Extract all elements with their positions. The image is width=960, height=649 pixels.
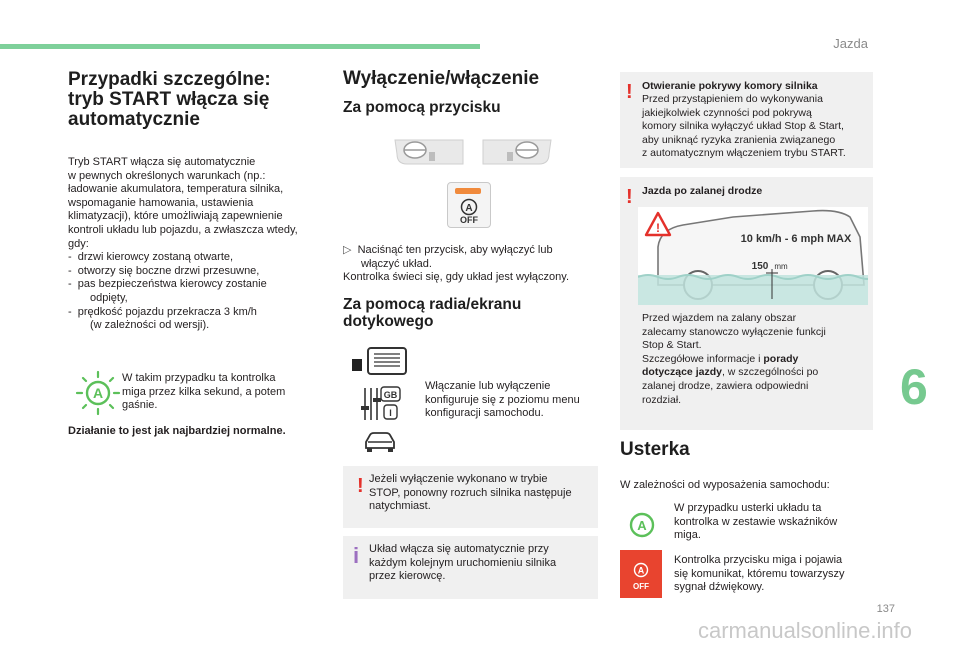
text-line: natychmiast. — [369, 500, 431, 513]
text-line: kontrolka w zestawie wskaźników — [674, 515, 838, 528]
svg-text:A: A — [92, 385, 104, 401]
text-line: konfiguracji samochodu. — [425, 407, 544, 420]
stop-mode-warning-box — [343, 466, 598, 528]
lamp-note — [122, 372, 322, 413]
auto-start-intro — [68, 156, 328, 333]
page-number: 137 — [876, 603, 895, 615]
auto-start-heading — [68, 70, 318, 130]
warning-icon: ! — [626, 186, 633, 208]
eco-lamp-icon — [75, 370, 121, 416]
text-line: miga przez kilka sekund, a potem — [122, 385, 286, 398]
radio-settings-icon — [360, 384, 402, 424]
touchscreen-icon — [350, 345, 410, 377]
off-label: OFF — [633, 582, 649, 591]
instruction-line: włączyć układ. — [361, 257, 432, 270]
text-line: zalecamy stanowczo wyłączenie funkcji — [642, 325, 826, 338]
text-line: aby uniknąć ryzyka zranienia związanego — [642, 133, 836, 146]
text-line: z automatycznym włączeniem trybu START. — [642, 147, 846, 160]
disable-enable-heading: Wyłączenie/włączenie — [343, 68, 540, 89]
text-line: sygnał dźwiękowy. — [674, 581, 765, 594]
heading-line: automatycznie — [68, 109, 200, 130]
text-line: przez kierowcę. — [369, 570, 446, 583]
text-line: dotyczące jazdy, w szczególności po — [642, 366, 819, 379]
a-icon — [460, 198, 478, 216]
off-fault-button-icon — [620, 550, 662, 598]
flooded-road-title: Jazda po zalanej drodze — [642, 185, 763, 197]
fault-note-2 — [674, 554, 874, 595]
text-line: W przypadku usterki układu ta — [674, 502, 822, 514]
off-label: OFF — [460, 215, 478, 225]
section-title: Jazda — [833, 36, 868, 51]
list-item-cont: odpięty, — [90, 291, 128, 304]
list-item: - pas bezpieczeństwa kierowcy zostanie — [68, 278, 267, 291]
hood-warning-box — [620, 72, 873, 168]
text-line: rozdział. — [642, 393, 682, 406]
text-line: Włączanie lub wyłączenie — [425, 380, 551, 392]
text-line: w pewnych określonych warunkach (np.: — [68, 169, 266, 182]
a-icon — [633, 562, 649, 578]
watermark: carmanualsonline.info — [697, 618, 912, 643]
warning-icon: ! — [357, 475, 364, 497]
warning-icon: ! — [626, 81, 633, 103]
text-line: konfiguruje się z poziomu menu — [425, 393, 580, 406]
button-led — [455, 188, 481, 194]
text-line: Układ włącza się automatycznie przy — [369, 543, 549, 555]
list-item: - drzwi kierowcy zostaną otwarte, — [68, 251, 234, 264]
water-depth-unit: mm — [774, 262, 788, 271]
hood-warning-title: Otwieranie pokrywy komory silnika — [642, 80, 818, 92]
text-line: Jeżeli wyłączenie wykonano w trybie — [369, 473, 548, 485]
gb-label: GB — [383, 390, 398, 400]
i-label: I — [389, 408, 392, 418]
list-item: - prędkość pojazdu przekracza 3 km/h — [68, 305, 257, 318]
text-line: jakiejkolwiek czynności pod pokrywą — [642, 106, 812, 119]
text-line: każdym kolejnym uruchomieniu silnika — [369, 556, 557, 569]
flooded-road-text — [642, 312, 872, 407]
text-line: kontroli układu lub pojazdu, a zwłaszcza wtedy, — [68, 223, 298, 236]
svg-text:A: A — [637, 518, 647, 533]
fault-heading: Usterka — [620, 439, 690, 460]
text-line: STOP, ponowny rozruch silnika następuje — [369, 486, 572, 499]
fault-note-1 — [674, 502, 874, 543]
text-line: Stop & Start. — [642, 339, 702, 352]
svg-text:!: ! — [656, 221, 660, 235]
svg-text:A: A — [465, 203, 473, 214]
fault-intro: W zależności od wyposażenia samochodu: — [620, 479, 830, 491]
flooded-road-box — [620, 177, 873, 430]
instruction-line: ▷ Naciśnąć ten przycisk, aby wyłączyć lub — [343, 244, 553, 256]
speed-limit-label: 10 km/h - 6 mph MAX — [740, 233, 852, 245]
water-depth-value: 150 — [751, 261, 769, 272]
text-line: komory silnika wyłączyć układ Stop & Start, — [642, 120, 844, 133]
press-instruction — [343, 244, 603, 285]
text-line: się komunikat, któremu towarzyszy — [674, 567, 845, 580]
text-line: Przed przystąpieniem do wykonywania — [642, 93, 823, 106]
list-item-cont: (w zależności od wersji). — [90, 319, 210, 332]
text-line: Kontrolka przycisku miga i pojawia — [674, 554, 843, 566]
eco-fault-lamp-icon — [628, 511, 656, 539]
text-line: ładowanie akumulatora, temperatura silnika, — [68, 183, 284, 196]
text-line: Szczegółowe informacje i porady — [642, 352, 799, 365]
info-icon: i — [353, 543, 360, 568]
text-line: miga. — [674, 529, 701, 542]
flooded-road-illustration — [638, 207, 868, 305]
list-item: - otworzy się boczne drzwi przesuwne, — [68, 264, 260, 277]
text-line: Przed wjazdem na zalany obszar — [642, 312, 797, 324]
heading-line: tryb START włącza się — [68, 89, 270, 110]
header-accent-bar — [0, 44, 480, 49]
text-line: wspomaganie hamowania, ustawienia — [68, 196, 254, 209]
text-line: gaśnie. — [122, 399, 158, 412]
chapter-number: 6 — [900, 359, 928, 415]
by-radio-subheading: Za pomocą radia/ekranu dotykowego — [343, 296, 522, 330]
vehicle-settings-icon — [362, 430, 398, 454]
stop-start-off-button[interactable] — [447, 182, 491, 228]
normal-operation-note: Działanie to jest jak najbardziej normalne. — [68, 425, 286, 437]
menu-config-note — [425, 380, 600, 421]
condition-list — [68, 251, 328, 333]
text-line: gdy: — [68, 237, 89, 250]
auto-enable-info-box — [343, 536, 598, 599]
text-line: W takim przypadku ta kontrolka — [122, 372, 276, 384]
text-line: klimatyzacji), które umożliwiają zapewnienie — [68, 210, 283, 223]
svg-text:A: A — [637, 565, 645, 576]
text-line: zalanej drodze, zawiera odpowiedni — [642, 379, 809, 392]
by-button-subheading: Za pomocą przycisku — [343, 99, 501, 116]
heading-line: Przypadki szczególne: — [68, 69, 271, 90]
text-line: Tryb START włącza się automatycznie — [68, 156, 256, 168]
led-note: Kontrolka świeci się, gdy układ jest wyłączony. — [343, 271, 570, 284]
dashboard-illustration — [393, 136, 553, 168]
